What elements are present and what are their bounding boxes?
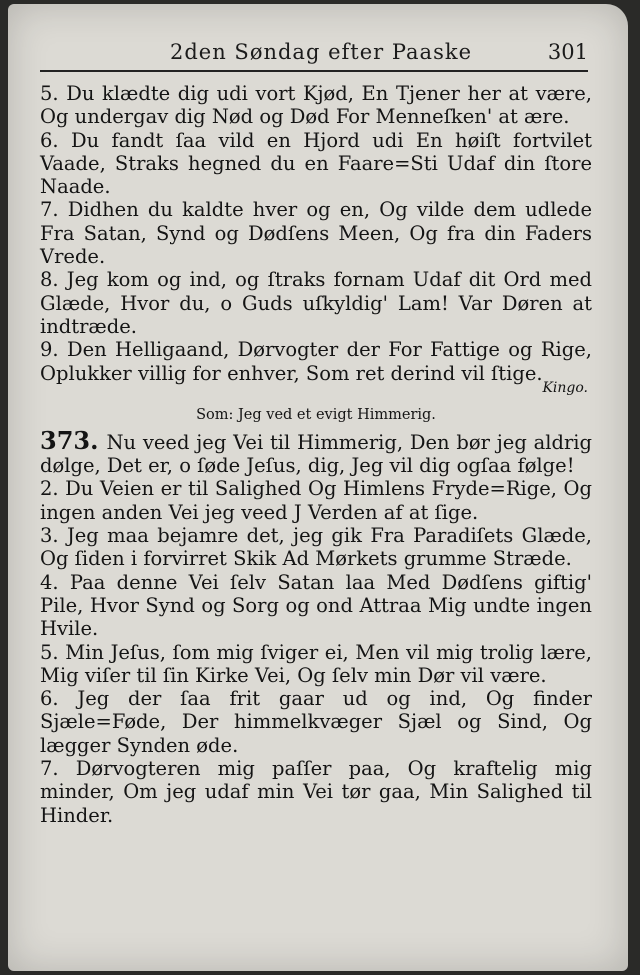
page-header — [40, 36, 588, 72]
running-title: 2den Søndag efter Paaske — [170, 40, 473, 64]
hymn-author: Kingo. — [542, 379, 588, 396]
verse: 8. Jeg kom og ind, og ſtraks fornam Udaf dit Ord med Glæde, Hvor du, o Guds uſkyldig' Lam! Var Døren at indtræde. — [40, 268, 592, 338]
verse: 4. Paa denne Vei ſelv Satan laa Med Dødſens giftig' Pile, Hvor Synd og Sorg og ond Attraa Mig undte ingen Hvile. — [40, 570, 592, 641]
verse: 5. Du klædte dig udi vort Kjød, En Tjener her at være, Og undergav dig Nød og Død For Menneſken' at ære. — [40, 82, 592, 129]
verse: 7. Didhen du kaldte hver og en, Og vilde dem udlede Fra Satan, Synd og Dødſens Meen, Og fra din Faders Vrede. — [40, 198, 592, 269]
verse: 6. Du fandt ſaa vild en Hjord udi En høiſt fortvilet Vaade, Straks hegned du en Faare=Sti Udaf din ſtore Naade. — [40, 128, 592, 199]
hymn-number: 373. — [40, 425, 99, 455]
page-number: 301 — [547, 40, 588, 64]
verse: 5. Min Jeſus, ſom mig ſviger ei, Men vil mig trolig lære, Mig viſer til ſin Kirke Vei, Og ſelv min Dør vil være. — [40, 640, 592, 687]
book-page — [8, 4, 628, 971]
melody-line: Som: Jeg ved et evigt Himmerig. — [196, 406, 436, 423]
verse: 7. Dørvogteren mig paſſer paa, Og kraftelig mig minder, Om jeg udaf min Vei tør gaa, Min Salighed til Hinder. — [40, 757, 592, 827]
verse: 3. Jeg maa bejamre det, jeg gik Fra Paradiſets Glæde, Og ſiden i forvirret Skik Ad Mørkets grumme Stræde. — [40, 524, 592, 571]
first-verse-text: Nu veed jeg Vei til Himmerig, Den bør jeg aldrig dølge, Det er, o ſøde Jeſus, dig, Jeg vil dig ogſaa følge! — [40, 430, 592, 478]
hymn-first-verse — [40, 425, 592, 478]
verse: 6. Jeg der ſaa frit gaar ud og ind, Og finder Sjæle=Føde, Der himmelkvæger Sjæl og Sind, Og lægger Synden øde. — [40, 687, 592, 757]
verse: 9. Den Helligaand, Dørvogter der For Fattige og Rige, Oplukker villig for enhver, Som ret derind vil ſtige. — [40, 338, 592, 385]
page-body — [40, 82, 592, 827]
verse: 2. Du Veien er til Salighed Og Himlens Fryde=Rige, Og ingen anden Vei jeg veed J Verden af at ſige. — [40, 477, 592, 524]
